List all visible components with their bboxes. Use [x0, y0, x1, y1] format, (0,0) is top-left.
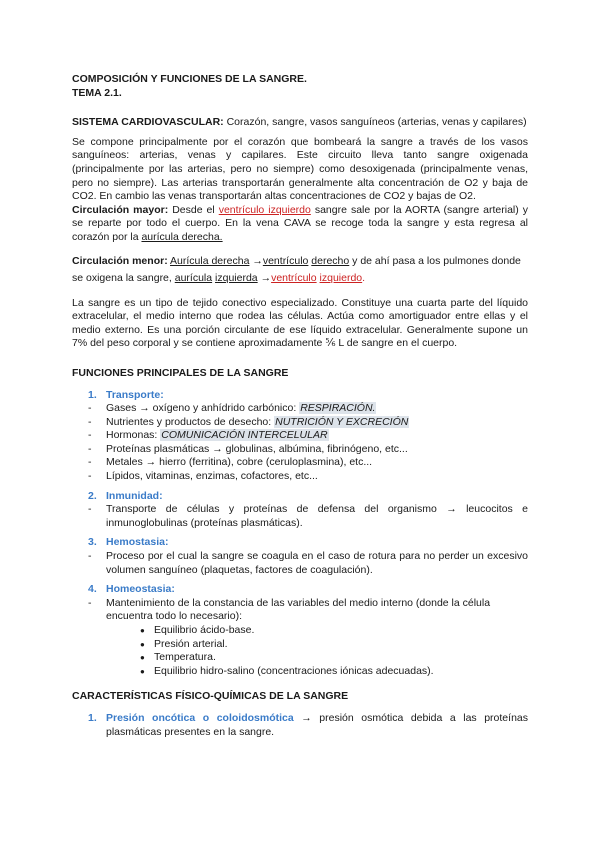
document-page [72, 73, 528, 739]
transporte-item [106, 456, 528, 470]
sistema-text: Corazón, sangre, vasos sanguíneos (arterias, venas y capilares) [226, 116, 527, 129]
transporte-list [72, 402, 528, 484]
mayor-auricula-derecha: aurícula derecha. [141, 230, 223, 243]
dash-marker: - [88, 470, 92, 483]
mayor-ventriculo-izquierdo: ventrículo izquierdo [218, 203, 311, 216]
hemostasia-title: Hemostasia: [106, 536, 169, 549]
circulacion-mayor-paragraph [72, 204, 528, 245]
bullet-text: Temperatura. [154, 651, 216, 664]
tejido-paragraph: La sangre es un tipo de tejido conectivo especializado. Constituye una cuarta parte del líquido extracelular, el medio interno que rodea las células. Actúa como amortiguador entre ellas y el medio externo. Es una porción circulante de ese líquido extracelular. Generalmente supone un 7% del peso corporal y se contiene aproximadamente ⅚ L de sangre en el cuerpo. [72, 296, 528, 350]
caracteristicas-item [88, 712, 528, 739]
transporte-item-tag: NUTRICIÓN Y EXCRECIÓN [275, 415, 409, 428]
list-item [88, 402, 528, 416]
bullet-marker: ● [140, 666, 145, 676]
transporte-item-text: Hormonas: [106, 429, 158, 442]
document-title: COMPOSICIÓN Y FUNCIONES DE LA SANGRE. [72, 73, 307, 85]
menor-label: Circulación menor: [72, 254, 168, 267]
bullet-item [140, 624, 528, 638]
list-item [88, 503, 528, 530]
list-item [88, 550, 528, 577]
dash-marker: - [88, 429, 92, 442]
menor-end: . [362, 271, 366, 284]
menor-ventriculo-izquierdo-2: izquierdo [319, 271, 363, 284]
list-item [88, 443, 528, 457]
homeostasia-number: 4. [88, 583, 97, 596]
dash-marker: - [88, 402, 92, 415]
menor-ventriculo-derecho-2: derecho [311, 254, 350, 267]
dash-marker: - [88, 415, 92, 428]
transporte-number: 1. [88, 388, 97, 401]
sistema-label: SISTEMA CARDIOVASCULAR: [72, 116, 224, 129]
inmunidad-title: Inmunidad: [106, 489, 163, 502]
inmunidad-text: Transporte de células y proteínas de defensa del organismo → leucocitos e inmunoglobulinas (proteínas plasmáticas). [106, 503, 528, 529]
intro-paragraph: Se compone principalmente por el corazón que bombeará la sangre a través de los vasos sanguíneos: arterias, venas y capilares. Este circuito lleva tanto sangre oxigenada (principalmente por las arterias, pero no siempre) como desoxigenada (principalmente venas, pero no siempre). Las arterias transportarán generalmente alta concentración de O2 y baja de CO2. En cambio las venas transportarán altas concentraciones de CO2 y bajas de O2. [72, 135, 528, 203]
homeostasia-text: Mantenimiento de la constancia de las variables del medio interno (donde la célula encuentra todo lo necesario): [106, 596, 491, 623]
transporte-item [106, 443, 528, 457]
bullet-text: Presión arterial. [154, 637, 228, 650]
list-item [88, 456, 528, 470]
transporte-heading [88, 389, 528, 403]
document-subtitle: TEMA 2.1. [72, 86, 122, 99]
dash-marker: - [88, 596, 92, 609]
homeostasia-bullets [72, 624, 528, 678]
sistema-cardiovascular-paragraph [72, 116, 528, 130]
list-item [88, 429, 528, 443]
list-item [88, 597, 528, 624]
bullet-marker: ● [140, 626, 145, 635]
menor-ventriculo-derecho-1: ventrículo [262, 254, 309, 267]
presion-oncotica-title: Presión oncótica o coloidosmótica [106, 711, 294, 724]
list-item [88, 470, 528, 484]
inmunidad-number: 2. [88, 489, 97, 502]
inmunidad-heading [88, 490, 528, 504]
transporte-item-tag: COMUNICACIÓN INTERCELULAR [161, 429, 328, 442]
bullet-text: Equilibrio ácido-base. [154, 624, 255, 636]
presion-oncotica-text: → presión osmótica debida a las proteínas plasmáticas presentes en la sangre. [106, 711, 528, 738]
bullet-item [140, 665, 528, 679]
hemostasia-number: 3. [88, 536, 97, 549]
dash-marker: - [88, 550, 92, 563]
caracteristicas-number: 1. [88, 711, 97, 724]
transporte-item-text: Proteínas plasmáticas → globulinas, albúmina, fibrinógeno, etc... [106, 442, 408, 455]
menor-auricula-izquierda-2: izquierda [215, 271, 258, 284]
list-item [88, 416, 528, 430]
transporte-item-text: Gases → oxígeno y anhídrido carbónico: [106, 402, 297, 415]
menor-auricula-derecha: Aurícula derecha [170, 254, 250, 267]
transporte-item-text: Metales → hierro (ferritina), cobre (ceruloplasmina), etc... [106, 456, 373, 469]
hemostasia-heading [88, 536, 528, 550]
mayor-label: Circulación mayor: [72, 203, 169, 216]
caracteristicas-heading: CARACTERÍSTICAS FÍSICO-QUÍMICAS DE LA SANGRE [72, 690, 349, 703]
menor-text: y de ahí pasa a los pulmones donde se oxigena la sangre, [72, 254, 521, 284]
menor-auricula-izquierda-1: aurícula [174, 271, 213, 284]
funciones-heading: FUNCIONES PRINCIPALES DE LA SANGRE [72, 366, 289, 379]
mayor-text-1: Desde el [172, 203, 215, 216]
transporte-title: Transporte: [106, 388, 164, 401]
caracteristicas-body [106, 712, 528, 739]
bullet-marker: ● [140, 653, 145, 663]
dash-marker: - [88, 503, 92, 516]
dash-marker: - [88, 442, 92, 455]
transporte-item-tag: RESPIRACIÓN. [300, 402, 376, 415]
bullet-item [140, 638, 528, 652]
mayor-text-2: sangre sale por la AORTA (sangre arterial) y se reparte por todo el cuerpo. En la vena CAVA se recoge toda la sangre y esta regresa al corazón por la [72, 203, 528, 243]
bullet-text: Equilibrio hidro-salino (concentraciones iónicas adecuadas). [154, 664, 434, 677]
dash-marker: - [88, 456, 92, 469]
transporte-item [106, 416, 528, 430]
transporte-item-text: Lípidos, vitaminas, enzimas, cofactores, etc... [106, 470, 318, 483]
circulacion-menor-paragraph [72, 253, 528, 287]
transporte-item [106, 402, 528, 416]
hemostasia-text: Proceso por el cual la sangre se coagula en el caso de rotura para no perder un excesivo volumen sanguíneo (plaquetas, factores de coagulación). [106, 550, 528, 576]
arrow-right-icon: → [252, 254, 263, 267]
transporte-item-text: Nutrientes y productos de desecho: [106, 415, 272, 428]
homeostasia-heading [88, 583, 528, 597]
bullet-marker: ● [140, 639, 145, 649]
transporte-item [106, 429, 528, 443]
menor-ventriculo-izquierdo-1: ventrículo [271, 271, 317, 284]
bullet-item [140, 651, 528, 665]
transporte-item [106, 470, 528, 484]
arrow-right-icon: → [260, 271, 272, 284]
homeostasia-title: Homeostasia: [106, 583, 175, 596]
